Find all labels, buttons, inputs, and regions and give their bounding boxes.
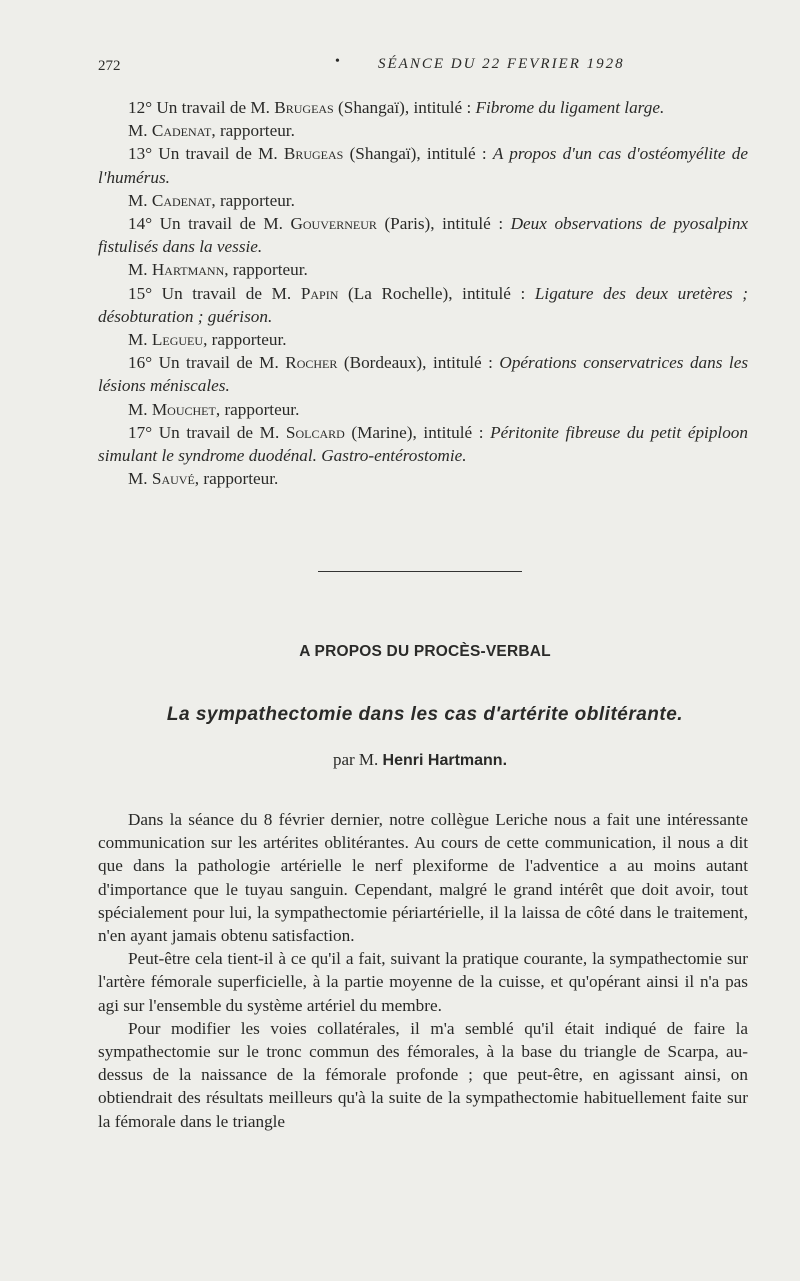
byline-prefix: par M. [332, 750, 379, 769]
entry-title: Opérations conservatrices dans les lésions méniscales. [98, 353, 749, 396]
entry-author: Gouverneur [290, 214, 377, 234]
entry-author: Rocher [285, 353, 338, 373]
entry-title: Fibrome du ligament large. [475, 98, 665, 117]
work-entry: 12° Un travail de M. Brugeas (Shangaï), intitulé : Fibrome du ligament large. M. Cadenat, rapporteur. [98, 96, 748, 142]
entry-number: 17° [128, 422, 153, 442]
section-divider [318, 571, 522, 572]
header-title: SÉANCE DU 22 FEVRIER 1928 [378, 56, 625, 72]
work-entry: 13° Un travail de M. Brugeas (Shangaï), intitulé : A propos d'un cas d'ostéomyélite de l'humérus. M. Cadenat, rapporteur. [98, 142, 748, 212]
entry-author: Papin [300, 283, 339, 303]
byline [0, 750, 800, 770]
work-entry: 14° Un travail de M. Gouverneur (Paris), intitulé : Deux observations de pyosalpinx fistulisés dans la vessie. M. Hartmann, rapporteur. [98, 212, 748, 282]
entry-title: Ligature des deux uretères ; désobturation ; guérison. [98, 283, 749, 326]
entry-reporter: M. Cadenat, rapporteur. [128, 190, 295, 210]
entry-author: Brugeas [274, 98, 334, 117]
byline-author: Henri Hartmann. [382, 752, 508, 769]
article-body [98, 808, 748, 1133]
work-entry: 16° Un travail de M. Rocher (Bordeaux), intitulé : Opérations conservatrices dans les lésions méniscales. M. Mouchet, rapporteur. [98, 351, 748, 421]
entry-title: A propos d'un cas d'ostéomyélite de l'humérus. [98, 144, 748, 187]
entry-number: 16° [128, 353, 153, 373]
work-entry: 15° Un travail de M. Papin (La Rochelle), intitulé : Ligature des deux uretères ; désobturation ; guérison. M. Legueu, rapporteur. [98, 282, 748, 352]
entry-number: 13° [128, 144, 153, 164]
article-title: La sympathectomie dans les cas d'artérite oblitérante. [166, 704, 684, 725]
work-list [98, 96, 748, 490]
body-paragraph: Dans la séance du 8 février dernier, notre collègue Leriche nous a fait une intéressante communication sur les artérites oblitérantes. Au cours de cette communication, il nous a dit que dans la pathologie artérielle le nerf plexiforme de l'adventice a au moins autant d'importance que le tuyau sanguin. Cependant, malgré le grand intérêt que doit avoir, tout spécialement pour lui, la sympathectomie périartérielle, il la laissa de côté dans le traitement, n'en ayant jamais obtenu satisfaction. [98, 810, 748, 946]
entry-number: 12° [128, 98, 153, 117]
entry-number: 15° [128, 283, 153, 303]
entry-reporter: M. Hartmann, rapporteur. [128, 260, 308, 280]
entry-number: 14° [128, 214, 153, 234]
work-entry: 17° Un travail de M. Solcard (Marine), intitulé : Péritonite fibreuse du petit épiploon simulant le syndrome duodénal. Gastro-entérostomie. M. Sauvé, rapporteur. [98, 421, 748, 491]
body-paragraph: Pour modifier les voies collatérales, il m'a semblé qu'il était indiqué de faire la sympathectomie sur le tronc commun des fémorales, à la base du triangle de Scarpa, au-dessus de la naissance de la fémorale profonde ; que peut-être, en agissant ainsi, on obtiendrait des résultats meilleurs qu'à la suite de la sympathectomie habituellement faite sur la fémorale dans le triangle [98, 1018, 748, 1131]
section-title: A PROPOS DU PROCÈS-VERBAL [299, 643, 551, 660]
entry-author: Brugeas [283, 144, 344, 164]
page-number: 272 [98, 58, 121, 74]
entry-author: Solcard [285, 422, 345, 442]
entry-title: Deux observations de pyosalpinx fistulisés dans la vessie. [98, 214, 749, 257]
entry-reporter: M. Sauvé, rapporteur. [128, 469, 279, 489]
header-mark: • [335, 54, 340, 69]
entry-title: Péritonite fibreuse du petit épiploon simulant le syndrome duodénal. Gastro-entérostomie. [98, 422, 748, 466]
entry-reporter: M. Cadenat, rapporteur. [128, 121, 295, 141]
entry-reporter: M. Mouchet, rapporteur. [128, 399, 300, 419]
running-header [98, 54, 748, 78]
entry-reporter: M. Legueu, rapporteur. [128, 330, 287, 350]
body-paragraph: Peut-être cela tient-il à ce qu'il a fait, suivant la pratique courante, la sympathectomie sur l'artère fémorale superficielle, à la partie moyenne de la cuisse, et qu'opérant ainsi il n'a pas agi sur l'ensemble du système artériel du membre. [98, 949, 748, 1015]
